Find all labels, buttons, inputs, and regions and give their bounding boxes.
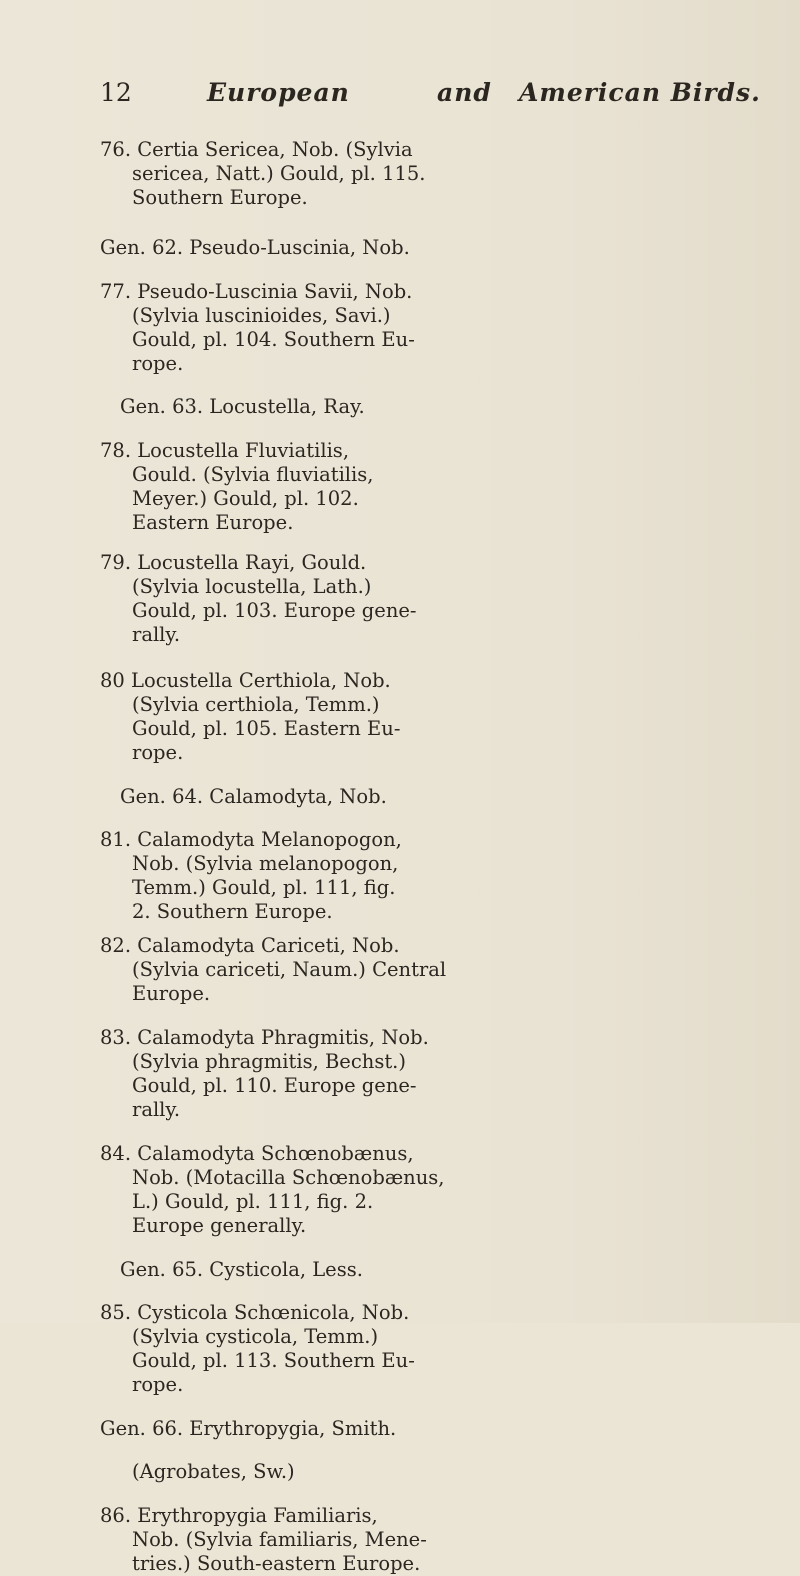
- genus-line: Gen. 65. Cysticola, Less.: [120, 1257, 363, 1281]
- entry-line: 83. Calamodyta Phragmitis, Nob.: [100, 1026, 429, 1049]
- entry-line: (Sylvia cysticola, Temm.): [132, 1325, 379, 1348]
- entry-line: rope.: [132, 351, 184, 375]
- species-entry: [100, 280, 500, 376]
- entry-line: 79. Locustella Rayi, Gould.: [100, 550, 367, 574]
- entry-line: Temm.) Gould, pl. 111, fig.: [132, 876, 396, 899]
- entry-line: Gould, pl. 105. Eastern Eu-: [132, 716, 401, 740]
- species-entry: [100, 669, 500, 765]
- entry-line: (Sylvia cariceti, Naum.) Central: [132, 958, 447, 981]
- entry-line: Eastern Europe.: [132, 510, 294, 534]
- entry-line: Nob. (Sylvia melanopogon,: [132, 852, 399, 875]
- entry-line: 2. Southern Europe.: [132, 900, 333, 923]
- genus-line: Gen. 62. Pseudo-Luscinia, Nob.: [100, 236, 410, 259]
- species-entry: [100, 1301, 500, 1397]
- entry-line: 78. Locustella Fluviatilis,: [100, 438, 350, 462]
- entry-line: 86. Erythropygia Familiaris,: [100, 1503, 378, 1527]
- species-entry: [100, 828, 500, 924]
- entry-line: rope.: [132, 740, 184, 764]
- entry-line: Gould, pl. 113. Southern Eu-: [132, 1349, 415, 1372]
- entry-line: 76. Certia Sericea, Nob. (Sylvia: [100, 138, 413, 161]
- entry-line: Gould. (Sylvia fluviatilis,: [132, 462, 374, 486]
- entry-line: rope.: [132, 1373, 184, 1396]
- genus-line: Gen. 64. Calamodyta, Nob.: [120, 784, 387, 808]
- entry-line: 82. Calamodyta Cariceti, Nob.: [100, 934, 400, 957]
- header-left-title: European: [207, 78, 350, 107]
- genus-heading: [100, 1417, 500, 1485]
- running-header: [0, 78, 800, 118]
- genus-line: Gen. 63. Locustella, Ray.: [120, 395, 365, 418]
- entry-line: rally.: [132, 1098, 181, 1121]
- entry-line: sericea, Natt.) Gould, pl. 115.: [132, 162, 426, 185]
- entry-line: L.) Gould, pl. 111, fig. 2.: [132, 1190, 374, 1213]
- entry-line: (Sylvia luscinioides, Savi.): [132, 303, 391, 327]
- entry-line: 85. Cysticola Schœnicola, Nob.: [100, 1301, 410, 1324]
- genus-heading: [100, 395, 500, 419]
- entry-line: Nob. (Sylvia familiaris, Mene-: [132, 1527, 427, 1551]
- genus-heading: [100, 785, 500, 809]
- entry-line: (Sylvia phragmitis, Bechst.): [132, 1050, 406, 1073]
- entry-line: Gould, pl. 104. Southern Eu-: [132, 327, 415, 351]
- genus-heading: [100, 236, 500, 260]
- entry-line: Europe generally.: [132, 1214, 307, 1237]
- entry-line: rally.: [132, 622, 181, 646]
- genus-line: Gen. 66. Erythropygia, Smith.: [100, 1416, 397, 1440]
- entry-line: tries.) South-eastern Europe.: [132, 1551, 421, 1575]
- entry-line: Europe.: [132, 982, 211, 1005]
- text-column: [100, 138, 500, 1576]
- entry-line: Southern Europe.: [132, 186, 308, 209]
- entry-line: Gould, pl. 110. Europe gene-: [132, 1074, 417, 1097]
- genus-heading: [100, 1258, 500, 1282]
- header-right-title: American Birds.: [519, 78, 761, 107]
- entry-line: (Sylvia locustella, Lath.): [132, 574, 372, 598]
- page-number: 12: [100, 78, 132, 107]
- entry-line: 80 Locustella Certhiola, Nob.: [100, 668, 391, 692]
- genus-line: (Agrobates, Sw.): [132, 1460, 295, 1483]
- entry-line: 84. Calamodyta Schœnobænus,: [100, 1142, 414, 1165]
- entry-line: (Sylvia certhiola, Temm.): [132, 692, 380, 716]
- species-entry: [100, 1504, 500, 1576]
- entry-line: Nob. (Motacilla Schœnobænus,: [132, 1166, 445, 1189]
- species-entry: [100, 551, 500, 647]
- species-entry: [100, 1142, 500, 1238]
- entry-line: Gould, pl. 103. Europe gene-: [132, 598, 417, 622]
- species-entry: [100, 138, 500, 210]
- species-entry: [100, 439, 500, 535]
- entry-line: 81. Calamodyta Melanopogon,: [100, 828, 402, 851]
- header-conjunction: and: [437, 78, 492, 107]
- entry-line: 77. Pseudo-Luscinia Savii, Nob.: [100, 279, 413, 303]
- entry-line: Meyer.) Gould, pl. 102.: [132, 486, 359, 510]
- species-entry: [100, 1026, 500, 1122]
- species-entry: [100, 934, 500, 1006]
